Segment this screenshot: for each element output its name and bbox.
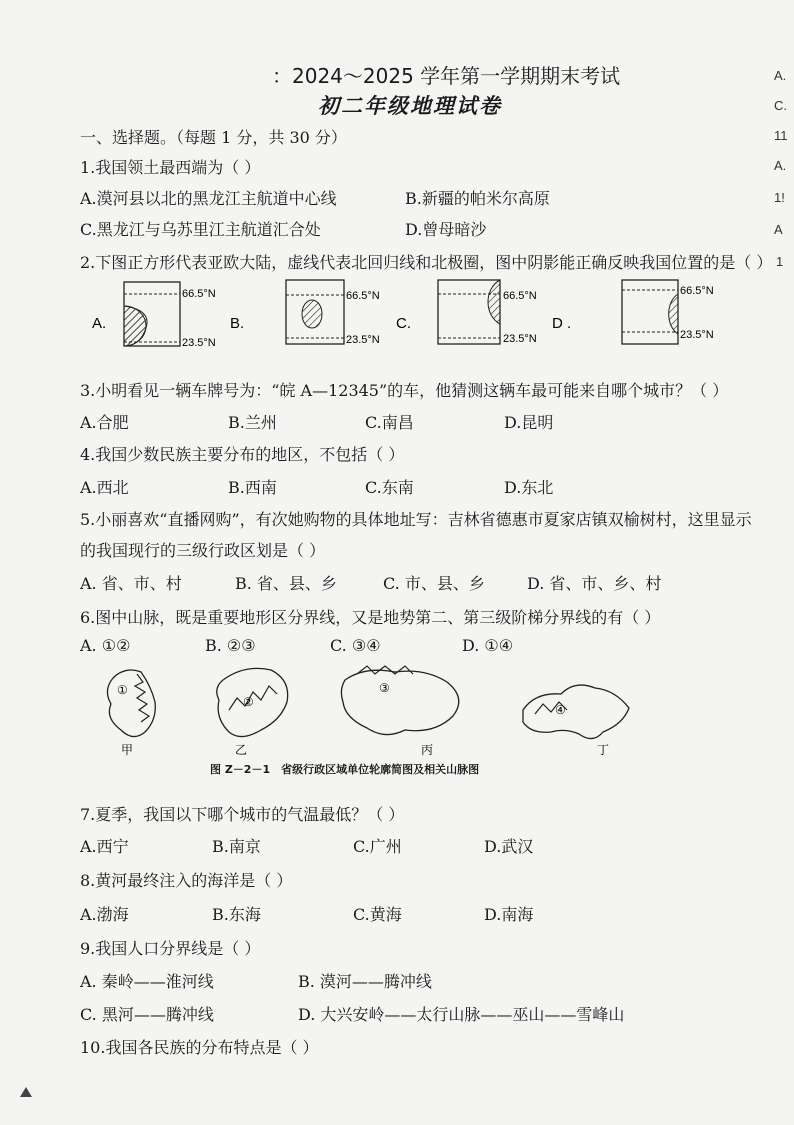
- q10-stem: 10.我国各民族的分布特点是（ ）: [80, 1038, 319, 1057]
- q2-option-b-figure: [286, 280, 380, 346]
- q5-option-c: C. 市、县、乡: [383, 574, 485, 593]
- svg-text:丙: 丙: [421, 743, 434, 757]
- q2-option-d-figure: [622, 280, 714, 344]
- q1-option-a: A.漠河县以北的黑龙江主航道中心线: [80, 189, 337, 208]
- svg-text:66.5°N: 66.5°N: [182, 288, 216, 300]
- q8-option-b: B.东海: [212, 905, 261, 924]
- q7-stem: 7.夏季，我国以下哪个城市的气温最低？（ ）: [80, 805, 405, 824]
- q7-option-a: A.西宁: [80, 837, 129, 856]
- q1-option-b: B.新疆的帕米尔高原: [405, 189, 550, 208]
- q8-stem: 8.黄河最终注入的海洋是（ ）: [80, 871, 293, 890]
- q1-option-c: C.黑龙江与乌苏里江主航道汇合处: [80, 220, 321, 239]
- q5-option-a: A. 省、市、村: [80, 574, 182, 593]
- q2-diagram: [80, 272, 760, 362]
- q3-option-a: A.合肥: [80, 413, 129, 432]
- svg-text:③: ③: [379, 681, 390, 695]
- q4-option-d: D.东北: [504, 478, 554, 497]
- exam-subtitle: 初二年级地理试卷: [318, 93, 502, 118]
- q2-option-c-label: C.: [396, 315, 411, 332]
- svg-text:①: ①: [117, 683, 128, 697]
- q6-figure-caption: 图 Z－2－1 省级行政区域单位轮廓简图及相关山脉图: [210, 763, 480, 776]
- svg-text:66.5°N: 66.5°N: [346, 290, 380, 302]
- section-heading: 一、选择题。（每题 1 分，共 30 分）: [80, 128, 347, 147]
- edge-fragment: A.: [774, 158, 787, 173]
- q8-option-c: C.黄海: [353, 905, 402, 924]
- q5-option-d: D. 省、市、乡、村: [527, 574, 662, 593]
- q6-option-a: A. ①②: [80, 636, 131, 655]
- q6-stem: 6.图中山脉，既是重要地形区分界线，又是地势第二、第三级阶梯分界线的有（ ）: [80, 608, 661, 627]
- edge-fragment: 1!: [774, 190, 785, 205]
- edge-fragment: A: [774, 222, 783, 237]
- q3-option-c: C.南昌: [365, 413, 414, 432]
- q8-option-d: D.南海: [484, 905, 534, 924]
- q2-option-b-label: B.: [230, 315, 245, 332]
- q7-option-c: C.广州: [353, 837, 402, 856]
- edge-fragment: C.: [774, 98, 787, 113]
- q6-option-b: B. ②③: [205, 636, 256, 655]
- q4-stem: 4.我国少数民族主要分布的地区，不包括（ ）: [80, 445, 405, 464]
- svg-text:23.5°N: 23.5°N: [680, 329, 714, 341]
- edge-fragment: 1: [776, 254, 784, 269]
- svg-text:66.5°N: 66.5°N: [680, 285, 714, 297]
- q2-stem: 2.下图正方形代表亚欧大陆，虚线代表北回归线和北极圈，图中阴影能正确反映我国位置的是（ ）: [80, 253, 773, 272]
- q4-option-a: A.西北: [80, 478, 129, 497]
- q7-option-b: B.南京: [212, 837, 261, 856]
- q5-stem-line1: 5.小丽喜欢“直播网购”，有次她购物的具体地址写：吉林省德惠市夏家店镇双榆树村，这里显示: [80, 510, 752, 529]
- map-bing: [341, 666, 458, 757]
- svg-text:④: ④: [555, 703, 566, 717]
- q2-option-a-label: A.: [92, 315, 107, 332]
- q4-option-b: B.西南: [228, 478, 277, 497]
- q4-option-c: C.东南: [365, 478, 414, 497]
- svg-text:23.5°N: 23.5°N: [503, 333, 537, 345]
- q3-stem: 3.小明看见一辆车牌号为：“皖 A—12345”的车，他猜测这辆车最可能来自哪个城市？（ ）: [80, 381, 729, 400]
- edge-fragment: 11: [774, 128, 788, 143]
- q6-option-c: C. ③④: [330, 636, 381, 655]
- q3-option-d: D.昆明: [504, 413, 554, 432]
- svg-text:66.5°N: 66.5°N: [503, 290, 537, 302]
- q8-option-a: A.渤海: [80, 905, 129, 924]
- q9-option-b: B. 漠河——腾冲线: [298, 972, 432, 991]
- q6-maps: [95, 658, 655, 758]
- q6-option-d: D. ①④: [462, 636, 514, 655]
- map-jia: [107, 670, 155, 757]
- edge-fragment: A.: [774, 68, 787, 83]
- q1-option-d: D.曾母暗沙: [405, 220, 487, 239]
- q9-option-a: A. 秦岭——淮河线: [80, 972, 214, 991]
- q3-option-b: B.兰州: [228, 413, 277, 432]
- q2-option-c-figure: [438, 280, 537, 345]
- corner-mark-icon: [18, 1085, 34, 1099]
- map-yi: [217, 668, 288, 757]
- q7-option-d: D.武汉: [484, 837, 534, 856]
- q2-option-a-figure: [124, 282, 216, 349]
- svg-text:甲: 甲: [121, 743, 134, 757]
- q2-option-d-label: D .: [552, 315, 572, 332]
- exam-title: ：2024～2025 学年第一学期期末考试: [272, 64, 621, 88]
- q9-option-c: C. 黑河——腾冲线: [80, 1005, 214, 1024]
- q9-stem: 9.我国人口分界线是（ ）: [80, 939, 261, 958]
- svg-text:23.5°N: 23.5°N: [182, 337, 216, 349]
- svg-text:23.5°N: 23.5°N: [346, 334, 380, 346]
- svg-text:乙: 乙: [235, 743, 248, 757]
- svg-text:丁: 丁: [597, 743, 610, 757]
- q5-option-b: B. 省、县、乡: [235, 574, 337, 593]
- q1-stem: 1.我国领土最西端为（ ）: [80, 158, 261, 177]
- map-ding: [523, 685, 629, 757]
- q9-option-d: D. 大兴安岭——太行山脉——巫山——雪峰山: [298, 1005, 625, 1024]
- q5-stem-line2: 的我国现行的三级行政区划是（ ）: [80, 541, 326, 560]
- svg-text:②: ②: [243, 695, 254, 709]
